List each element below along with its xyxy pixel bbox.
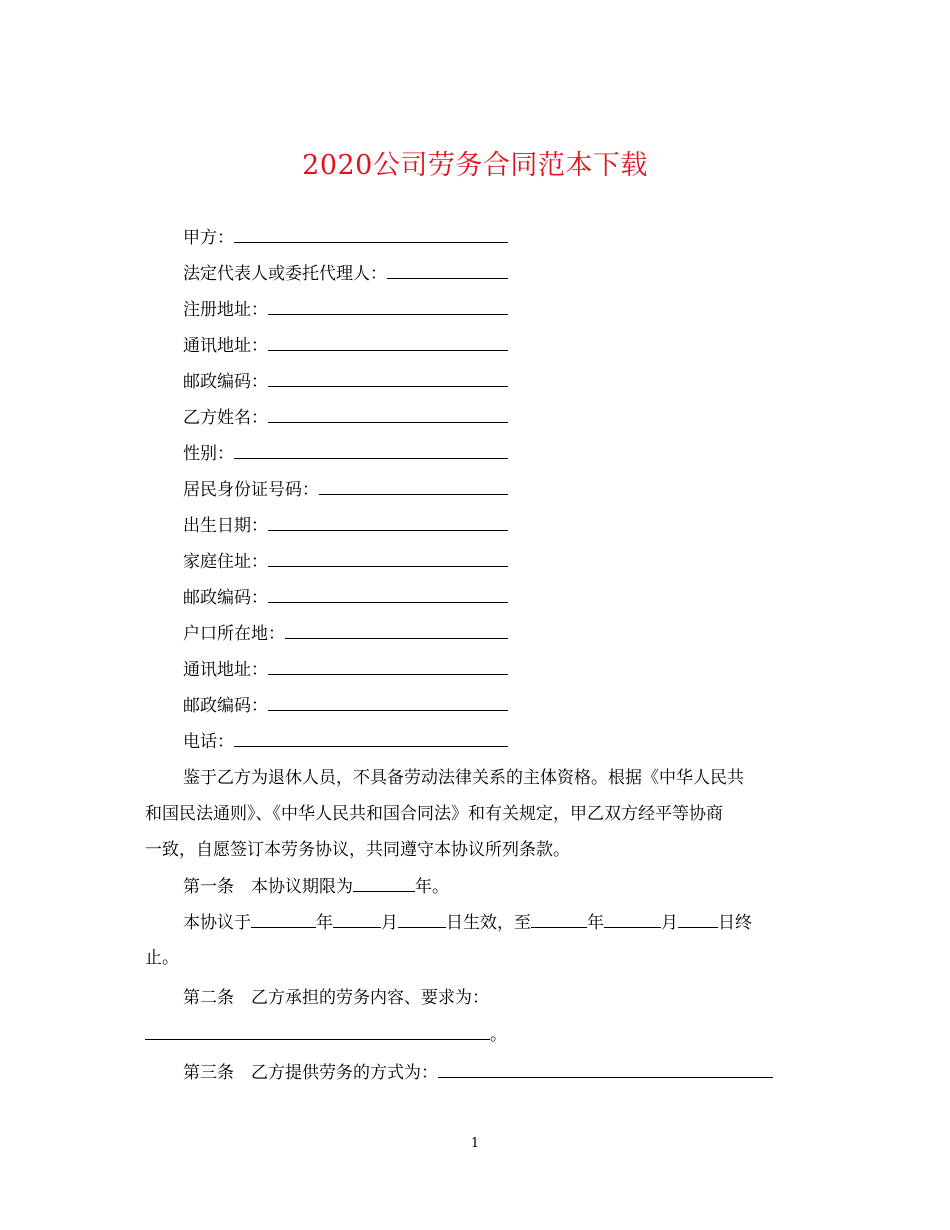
field-row (183, 549, 508, 574)
field-label: 邮政编码： (183, 372, 268, 392)
field-row (183, 621, 508, 646)
field-blank (268, 333, 508, 351)
field-row (183, 369, 508, 394)
field-blank (285, 621, 508, 639)
field-blank (319, 477, 508, 495)
field-label: 性别： (183, 444, 234, 464)
field-blank (268, 369, 508, 387)
article-3 (183, 1060, 773, 1085)
article-2: 第二条 乙方承担的劳务内容、要求为： (183, 988, 489, 1008)
start-day-blank (398, 910, 446, 928)
document-title: 2020公司劳务合同范本下载 (302, 150, 648, 181)
field-blank (268, 585, 508, 603)
field-blank (268, 657, 508, 675)
effective-text: 本协议于 (183, 913, 251, 933)
article-3-text: 第三条 乙方提供劳务的方式为： (183, 1063, 438, 1083)
year-label: 年 (587, 913, 604, 933)
article-2-content (145, 1022, 507, 1047)
effective-period (183, 910, 752, 935)
labor-method-blank (438, 1060, 773, 1078)
field-row (183, 729, 508, 754)
field-label: 邮政编码： (183, 696, 268, 716)
preamble-line-1: 鉴于乙方为退休人员，不具备劳动法律关系的主体资格。根据《中华人民共 (183, 768, 744, 788)
field-row (183, 513, 508, 538)
field-row (183, 405, 508, 430)
term-years-blank (353, 874, 415, 892)
field-blank (387, 261, 508, 279)
field-blank (234, 225, 508, 243)
field-row (183, 657, 508, 682)
month-label: 月 (661, 913, 678, 933)
labor-content-blank (145, 1022, 490, 1040)
field-label: 法定代表人或委托代理人： (183, 264, 387, 284)
field-blank (268, 693, 508, 711)
year-label: 年 (316, 913, 333, 933)
preamble-line-2: 和国民法通则》、《中华人民共和国合同法》和有关规定，甲乙双方经平等协商 (145, 804, 723, 824)
preamble-line-3: 一致，自愿签订本劳务协议，共同遵守本协议所列条款。 (145, 840, 570, 860)
field-label: 出生日期： (183, 516, 268, 536)
field-label: 家庭住址： (183, 552, 268, 572)
field-blank (268, 513, 508, 531)
start-month-blank (333, 910, 381, 928)
period-mark: 。 (490, 1025, 507, 1045)
field-row (183, 225, 508, 250)
field-row (183, 297, 508, 322)
end-year-blank (531, 910, 587, 928)
field-row (183, 477, 508, 502)
article-1-suffix: 年。 (415, 877, 449, 897)
end-month-blank (604, 910, 661, 928)
article-1 (183, 874, 449, 899)
page-number: 1 (470, 1136, 480, 1151)
article-1-text: 第一条 本协议期限为 (183, 877, 353, 897)
field-row (183, 333, 508, 358)
effective-period-cont: 止。 (145, 948, 179, 968)
field-row (183, 441, 508, 466)
field-label: 通讯地址： (183, 660, 268, 680)
field-blank (268, 405, 508, 423)
field-blank (268, 297, 508, 315)
field-label: 乙方姓名： (183, 408, 268, 428)
field-label: 电话： (183, 732, 234, 752)
field-label: 户口所在地： (183, 624, 285, 644)
field-label: 甲方： (183, 228, 234, 248)
field-label: 邮政编码： (183, 588, 268, 608)
field-label: 注册地址： (183, 300, 268, 320)
field-blank (234, 729, 508, 747)
effective-text-to: 日生效，至 (446, 913, 531, 933)
field-row (183, 261, 508, 286)
field-row (183, 693, 508, 718)
field-blank (268, 549, 508, 567)
end-day-blank (678, 910, 718, 928)
month-label: 月 (381, 913, 398, 933)
field-blank (234, 441, 508, 459)
start-year-blank (251, 910, 316, 928)
field-label: 通讯地址： (183, 336, 268, 356)
end-label: 日终 (718, 913, 752, 933)
field-label: 居民身份证号码： (183, 480, 319, 500)
field-row (183, 585, 508, 610)
